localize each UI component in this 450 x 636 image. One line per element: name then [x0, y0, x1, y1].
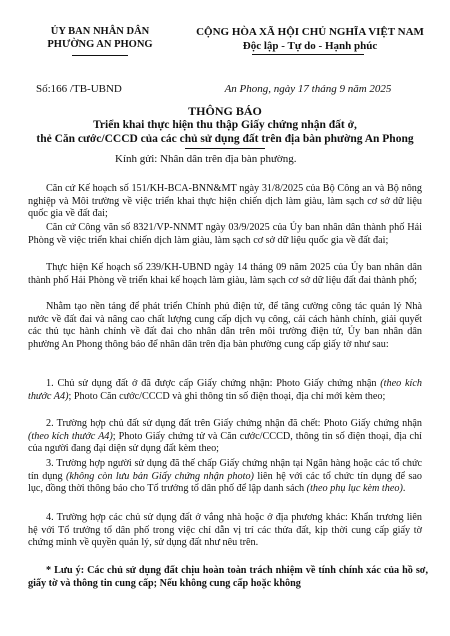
- document-subject-line-1: Triển khai thực hiện thu thập Giấy chứng nhận đất ở,: [93, 119, 357, 131]
- title-underline: [185, 148, 265, 149]
- item-1-text-a: 1. Chủ sử dụng đất ở đã được cấp Giấy chứng nhận: Photo Giấy chứng nhận: [46, 378, 381, 389]
- national-motto: [185, 25, 435, 53]
- item-2-text-c: ; Photo Giấy chứng tử và Căn cước/CCCD, thông tin số điện thoại, địa chỉ của người đang đại diện sử dụng đất kèm theo;: [28, 430, 422, 455]
- authority-underline: [72, 55, 128, 56]
- body-item-2: [28, 418, 422, 456]
- body-item-1: [28, 378, 422, 403]
- authority-line-2: PHƯỜNG AN PHONG: [47, 39, 153, 50]
- item-1-text-b: (theo kích thước A4): [28, 378, 422, 402]
- document-number: Số:166 /TB-UBND: [36, 83, 122, 95]
- body-paragraph-1: Căn cứ Kế hoạch số 151/KH-BCA-BNN&MT ngày 31/8/2025 của Bộ Công an và Bộ nông nghiệp và Môi trường về việc triển khai thực hiện chiến dịch làm giàu, làm sạch cơ sở dữ liệu quốc gia về đất đai;: [28, 183, 422, 220]
- item-3-text-d: (theo phụ lục kèm theo): [306, 483, 403, 495]
- nation-line-2: Độc lập - Tự do - Hạnh phúc: [242, 40, 378, 52]
- issuing-authority: [20, 25, 180, 51]
- nation-line-1: CỘNG HÒA XÃ HỘI CHỦ NGHĨA VIỆT NAM: [196, 26, 424, 38]
- body-paragraph-2: Căn cứ Công văn số 8321/VP-NNMT ngày 03/9/2025 của Ủy ban nhân dân thành phố Hải Phòng về việc triển khai chiến dịch làm giàu, làm sạch cơ sở dữ liệu quốc gia về đất đai;: [28, 222, 422, 246]
- body-paragraph-3: Thực hiện Kế hoạch số 239/KH-UBND ngày 14 tháng 09 năm 2025 của Ủy ban nhân dân thành phố Hải Phòng về triển khai kế hoạch làm giàu, làm sạch cơ sở dữ liệu đất đai thành phố;: [28, 262, 422, 286]
- document-subject-line-2: thẻ Căn cước/CCCD của các chủ sử dụng đất trên địa bàn phường An Phong: [36, 133, 414, 145]
- item-3-text-b: (không còn lưu bản Giấy chứng nhận photo): [66, 470, 254, 482]
- place-date: An Phong, ngày 17 tháng 9 năm 2025: [224, 83, 392, 95]
- item-2-text-b: (theo kích thước A4): [28, 430, 113, 442]
- item-2-text-a: 2. Trường hợp chủ đất sử dụng đất trên Giấy chứng nhận đã chết: Photo Giấy chứng nhận: [46, 418, 422, 429]
- document-title: THÔNG BÁO: [188, 104, 262, 118]
- recipient-line: Kính gửi: Nhân dân trên địa bàn phường.: [115, 153, 297, 165]
- item-3-text-e: .: [402, 483, 406, 495]
- body-paragraph-4: Nhằm tạo nền tảng để phát triển Chính phủ điện tử, để tăng cường công tác quản lý Nhà nước về đất đai và nâng cao chất lượng cung cấp dịch vụ công, cải cách hành chính, giải quyết các thủ tục hành chính về đất đai cho nhân dân trên môi trường điện tử, Ủy ban nhân dân phường An Phong thông báo để nhân dân trên địa bàn phường cung cấp giấy tờ như sau:: [28, 301, 422, 350]
- item-3-text-a: 3. Trường hợp người sử dụng đã thế chấp Giấy chứng nhận tại Ngân hàng hoặc các tổ chức tín dụng: [28, 458, 422, 482]
- body-item-3: [28, 458, 422, 496]
- motto-underline: [252, 54, 364, 55]
- body-note: * Lưu ý: Các chủ sử dụng đất chịu hoàn toàn trách nhiệm về tính chính xác của hồ sơ, giấy tờ và thông tin cung cấp; Nếu không cung cấp hoặc không: [28, 565, 428, 589]
- item-1-text-c: ; Photo Căn cước/CCCD và ghi thông tin số điện thoại, địa chỉ mới kèm theo;: [68, 390, 386, 402]
- authority-line-1: ỦY BAN NHÂN DÂN: [50, 26, 150, 37]
- body-item-4: 4. Trường hợp các chủ sử dụng đất ở vắng nhà hoặc ở địa phương khác: Khẩn trương liên hệ với Tổ trưởng tổ dân phố trong việc chỉ dẫn vị trí các thửa đất, kịp thời cung cấp giấy tờ chứng minh về quyền quản lý, sử dụng đất như nêu trên.: [28, 512, 422, 549]
- item-3-text-c: liên hệ với các tổ chức tín dụng để sao lục, đồng thời thông báo cho Tổ trưởng tổ dân phố để lập danh sách: [28, 470, 422, 495]
